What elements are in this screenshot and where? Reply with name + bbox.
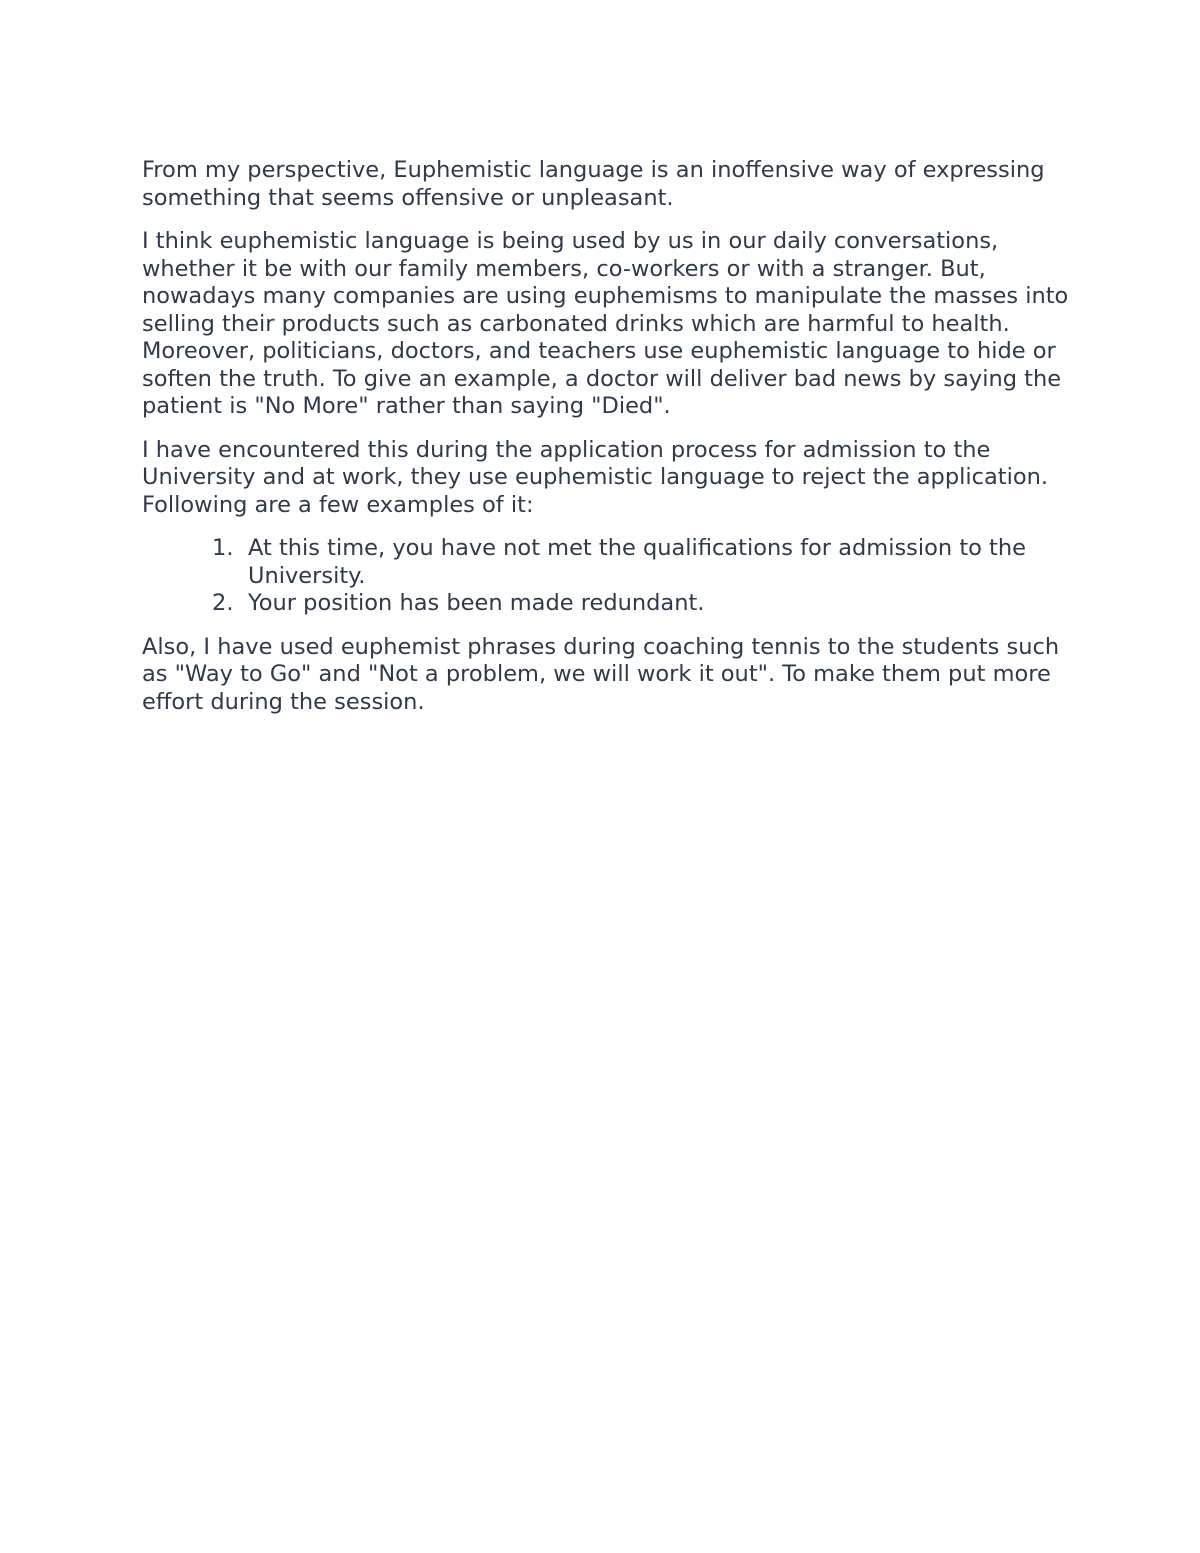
paragraph-encounter: I have encountered this during the application process for admission to the University and at work, they use euphemistic language to reject the application. Following are a few examples of it:	[142, 436, 1049, 518]
list-item-number: 1.	[212, 535, 234, 561]
paragraph-closing: Also, I have used euphemist phrases during coaching tennis to the students such as "Way to Go" and "Not a problem, we will work it out". To make them put more effort during the session.	[142, 633, 1060, 715]
list-item-number: 2.	[212, 590, 234, 616]
list-item	[142, 590, 1072, 618]
paragraph-definition: From my perspective, Euphemistic language is an inoffensive way of expressing something that seems offensive or unpleasant.	[142, 157, 1045, 211]
list-item-text: Your position has been made redundant.	[248, 590, 705, 616]
list-item-text: At this time, you have not met the qualifications for admission to the University.	[248, 535, 1026, 589]
examples-list	[142, 535, 1072, 618]
list-item	[142, 535, 1072, 590]
paragraph-daily-usage: I think euphemistic language is being used by us in our daily conversations, whether it be with our family members, co-workers or with a stranger. But, nowadays many companies are using euphemisms to manipulate the masses into selling their products such as carbonated drinks which are harmful to health. Moreover, politicians, doctors, and teachers use euphemistic language to hide or soften the truth. To give an example, a doctor will deliver bad news by saying the patient is "No More" rather than saying "Died".	[142, 228, 1069, 419]
document-body	[142, 157, 1072, 732]
